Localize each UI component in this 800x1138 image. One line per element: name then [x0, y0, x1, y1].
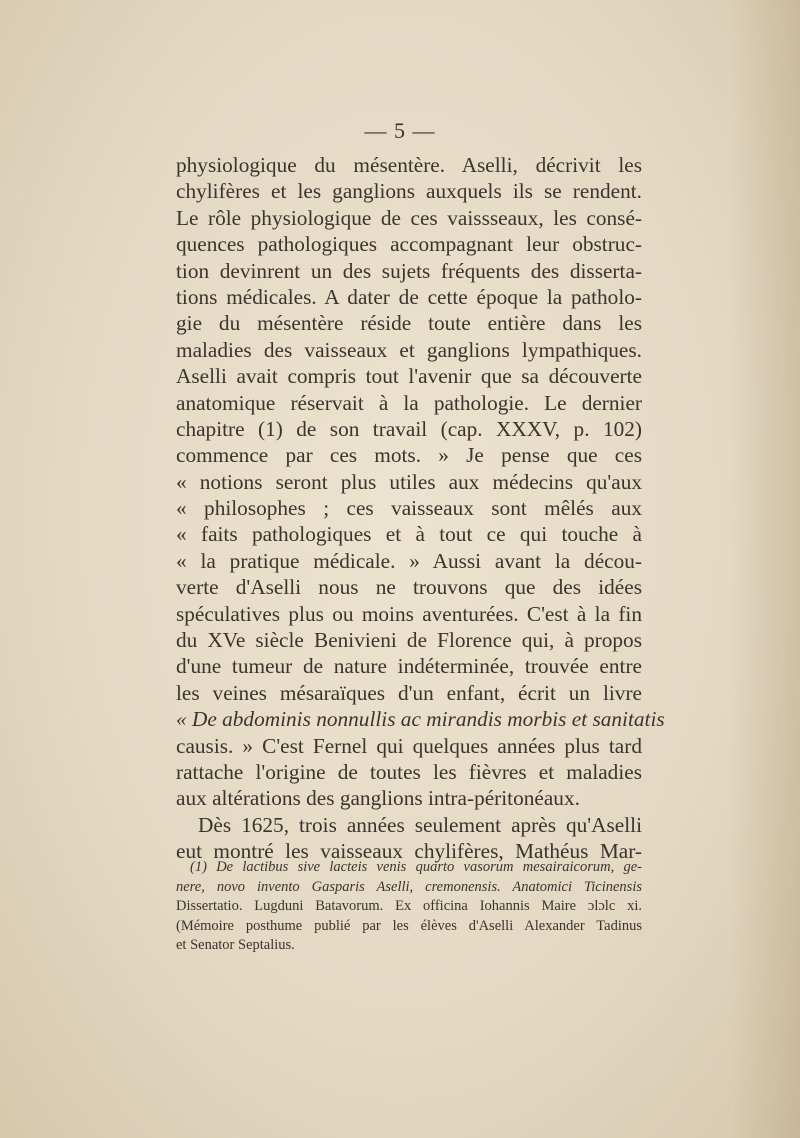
text-line: quences pathologiques accompagnant leur obstruc-	[176, 232, 642, 257]
text-line: « philosophes ; ces vaisseaux sont mêlés aux	[176, 496, 642, 521]
text-line: gie du mésentère réside toute entière dans les	[176, 311, 642, 336]
text-line: Dès 1625, trois années seulement après qu'Aselli	[198, 812, 642, 837]
text-line: verte d'Aselli nous ne trouvons que des idées	[176, 575, 642, 600]
page-number: — 5 —	[364, 118, 436, 143]
text-line: les veines mésaraïques d'un enfant, écrit un livre	[176, 680, 642, 705]
text-line: anatomique réservait à la pathologie. Le dernier	[176, 390, 642, 415]
text-line: chapitre (1) de son travail (cap. XXXV, p. 102)	[176, 416, 642, 441]
text-line: d'une tumeur de nature indéterminée, trouvée entre	[176, 654, 642, 679]
footnote-line: (Mémoire posthume publié par les élèves d'Aselli Alexander Tadinus	[176, 917, 642, 934]
footnote-line: nere, novo invento Gasparis Aselli, cremonensis. Anatomici Ticinensis	[176, 878, 642, 895]
text-line: chylifères et les ganglions auxquels ils se rendent.	[176, 179, 642, 204]
text-line: causis. » C'est Fernel qui quelques années plus tard	[176, 733, 642, 758]
text-line: eut montré les vaisseaux chylifères, Mathéus Mar-	[176, 839, 642, 864]
text-line: Aselli avait compris tout l'avenir que sa découverte	[176, 364, 642, 389]
text-line: « faits pathologiques et à tout ce qui touche à	[176, 522, 642, 547]
text-line: du XVe siècle Benivieni de Florence qui, à propos	[176, 628, 642, 653]
text-line: maladies des vaisseaux et ganglions lympathiques.	[176, 337, 642, 362]
footnote-line: et Senator Septalius.	[176, 937, 295, 954]
text-line: tions médicales. A dater de cette époque la patholo-	[176, 284, 642, 309]
body-text	[176, 152, 665, 865]
text-line: physiologique du mésentère. Aselli, décrivit les	[176, 153, 642, 177]
footnote-line: (1) De lactibus sive lacteis venis quarto vasorum mesairaicorum, ge-	[190, 859, 642, 875]
text-line: spéculatives plus ou moins aventurées. C'est à la fin	[176, 601, 642, 626]
text-line: rattache l'origine de toutes les fièvres et maladies	[176, 759, 642, 784]
text-line-italic-title: « De abdominis nonnullis ac mirandis morbis et sanitatis	[176, 707, 665, 732]
text-line: commence par ces mots. » Je pense que ces	[176, 443, 642, 468]
text-line: aux altérations des ganglions intra-péritonéaux.	[176, 786, 580, 811]
footnote-line: Dissertatio. Lugduni Batavorum. Ex officina Iohannis Maire ɔlɔlc xi.	[176, 898, 642, 915]
footnote	[176, 858, 642, 956]
text-line: tion devinrent un des sujets fréquents des disserta-	[176, 258, 642, 283]
text-line: « notions seront plus utiles aux médecins qu'aux	[176, 469, 642, 494]
text-line: « la pratique médicale. » Aussi avant la décou-	[176, 548, 642, 573]
text-line: Le rôle physiologique de ces vaissseaux, les consé-	[176, 205, 642, 230]
